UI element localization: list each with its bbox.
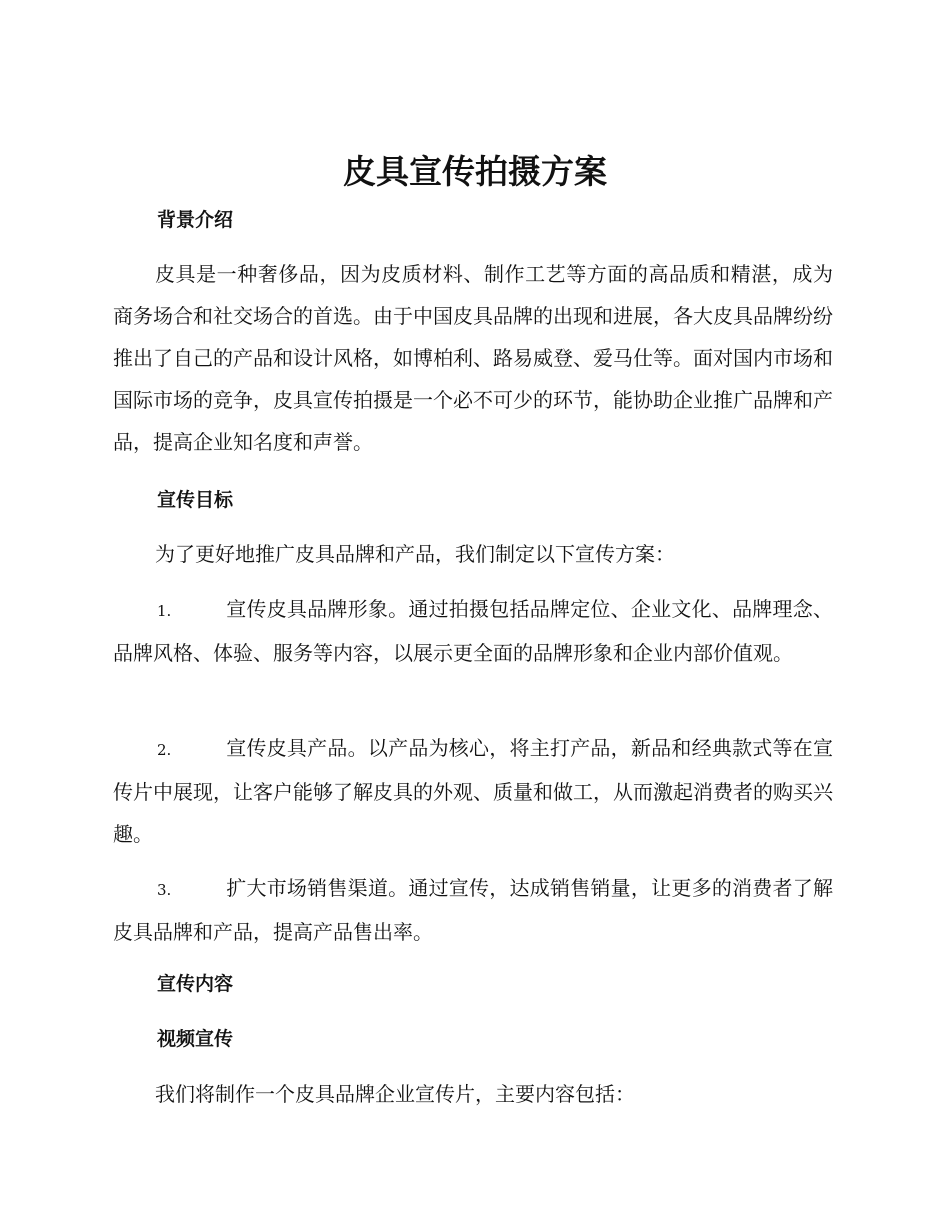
list-item-goal-3 <box>113 867 833 953</box>
list-item-text: 宣传皮具产品。以产品为核心，将主打产品，新品和经典款式等在宣传片中展现，让客户能够了解皮具的外观、质量和做工，从而激起消费者的购买兴趣。 <box>113 736 833 846</box>
heading-content: 宣传内容 <box>157 973 234 995</box>
list-item-goal-1 <box>113 588 833 674</box>
list-item-goal-2 <box>113 727 833 855</box>
list-item-number: 2. <box>157 741 172 759</box>
list-item-number: 1. <box>157 602 172 620</box>
document-title: 皮具宣传拍摄方案 <box>343 152 607 191</box>
heading-background: 背景介绍 <box>157 209 234 231</box>
heading-goal: 宣传目标 <box>157 489 234 511</box>
paragraph-background: 皮具是一种奢侈品，因为皮质材料、制作工艺等方面的高品质和精湛，成为商务场合和社交场合的首选。由于中国皮具品牌的出现和进展，各大皮具品牌纷纷推出了自己的产品和设计风格，如博柏利、路易威登、爱马仕等。面对国内市场和国际市场的竞争，皮具宣传拍摄是一个必不可少的环节，能协助企业推广品牌和产品，提高企业知名度和声誉。 <box>113 262 833 454</box>
list-item-number: 3. <box>157 881 172 899</box>
heading-video: 视频宣传 <box>157 1028 234 1050</box>
paragraph-video-intro: 我们将制作一个皮具品牌企业宣传片，主要内容包括： <box>155 1082 635 1106</box>
list-item-text: 扩大市场销售渠道。通过宣传，达成销售销量，让更多的消费者了解皮具品牌和产品，提高产品售出率。 <box>113 876 833 944</box>
paragraph-goal-intro: 为了更好地推广皮具品牌和产品，我们制定以下宣传方案： <box>155 542 675 566</box>
list-item-text: 宣传皮具品牌形象。通过拍摄包括品牌定位、企业文化、品牌理念、品牌风格、体验、服务等内容，以展示更全面的品牌形象和企业内部价值观。 <box>113 597 833 665</box>
